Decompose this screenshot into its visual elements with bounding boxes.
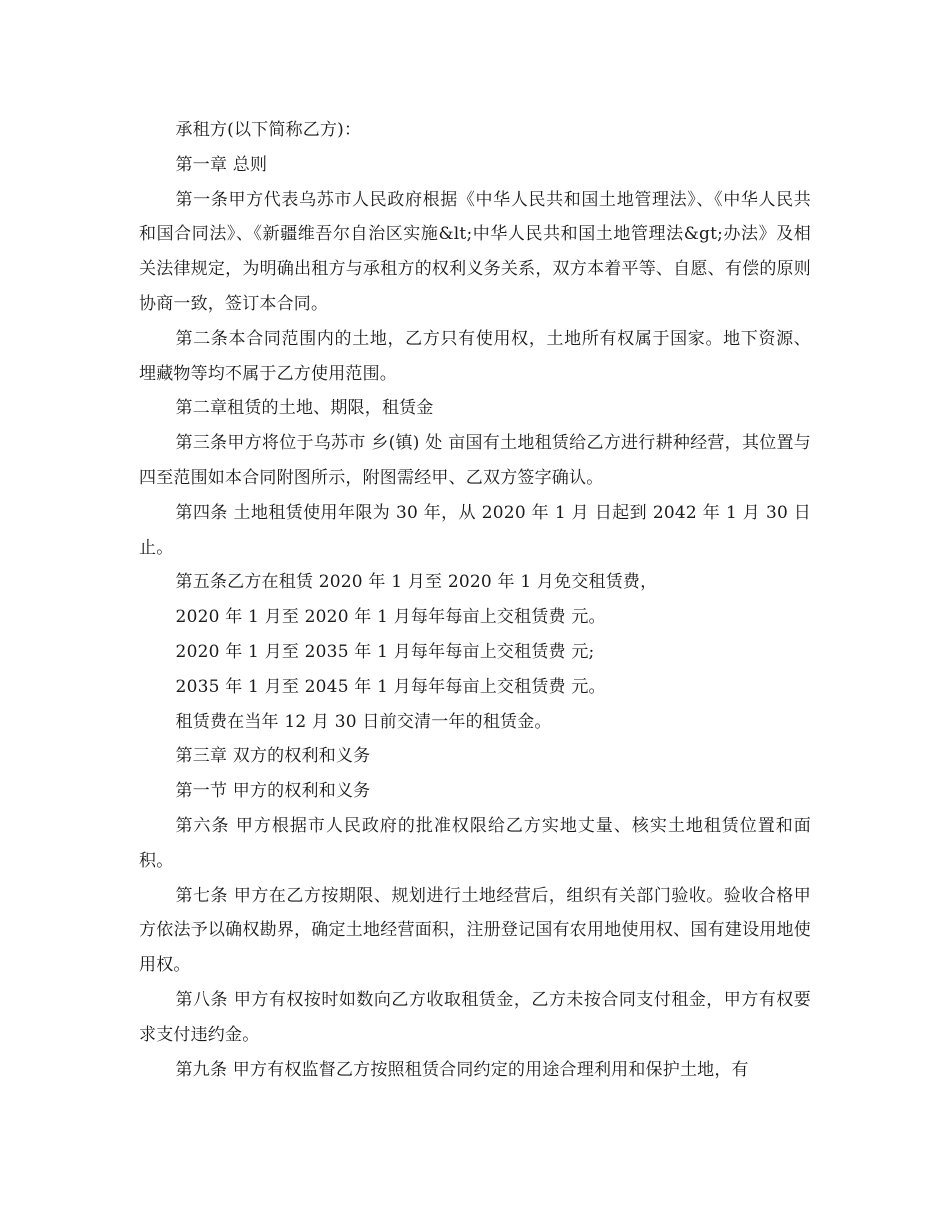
document-body bbox=[139, 113, 811, 1087]
article-3: 第三条甲方将位于乌苏市 乡(镇) 处 亩国有土地租赁给乙方进行耕种经营，其位置与四至范围如本合同附图所示，附图需经甲、乙双方签字确认。 bbox=[139, 433, 811, 488]
section-1-heading: 第一节 甲方的权利和义务 bbox=[175, 781, 371, 802]
article-9: 第九条 甲方有权监督乙方按照租赁合同约定的用途合理利用和保护土地，有 bbox=[175, 1059, 749, 1080]
rent-deadline: 租赁费在当年 12 月 30 日前交清一年的租赁金。 bbox=[175, 711, 552, 732]
article-6: 第六条 甲方根据市人民政府的批准权限给乙方实地丈量、核实土地租赁位置和面积。 bbox=[139, 815, 811, 871]
article-1: 第一条甲方代表乌苏市人民政府根据《中华人民共和国土地管理法》、《中华人民共和国合同法》、《新疆维吾尔自治区实施&lt;中华人民共和国土地管理法&gt;办法》及相关法律规定，为明确出租方与承租方的权利义务关系，双方本着平等、自愿、有偿的原则协商一致，签订本合同。 bbox=[139, 189, 811, 314]
rent-period-1: 2020 年 1 月至 2020 年 1 月每年每亩上交租赁费 元。 bbox=[175, 607, 606, 628]
chapter-3-heading: 第三章 双方的权利和义务 bbox=[175, 746, 371, 767]
article-5: 第五条乙方在租赁 2020 年 1 月至 2020 年 1 月免交租赁费， bbox=[175, 572, 658, 593]
article-4: 第四条 土地租赁使用年限为 30 年，从 2020 年 1 月 日起到 2042 年 1 月 30 日止。 bbox=[139, 502, 811, 558]
chapter-1-heading: 第一章 总则 bbox=[175, 154, 268, 175]
chapter-2-heading: 第二章租赁的土地、期限，租赁金 bbox=[175, 398, 434, 419]
article-2: 第二条本合同范围内的土地，乙方只有使用权，土地所有权属于国家。地下资源、埋藏物等均不属于乙方使用范围。 bbox=[139, 328, 811, 384]
lessee-line: 承租方(以下简称乙方)： bbox=[175, 120, 362, 140]
rent-period-3: 2035 年 1 月至 2045 年 1 月每年每亩上交租赁费 元。 bbox=[175, 676, 606, 697]
article-8: 第八条 甲方有权按时如数向乙方收取租赁金，乙方未按合同支付租金，甲方有权要求支付违约金。 bbox=[139, 989, 811, 1045]
article-7: 第七条 甲方在乙方按期限、规划进行土地经营后，组织有关部门验收。验收合格甲方依法予以确权勘界，确定土地经营面积，注册登记国有农用地使用权、国有建设用地使用权。 bbox=[139, 885, 811, 976]
rent-period-2: 2020 年 1 月至 2035 年 1 月每年每亩上交租赁费 元; bbox=[175, 641, 595, 662]
